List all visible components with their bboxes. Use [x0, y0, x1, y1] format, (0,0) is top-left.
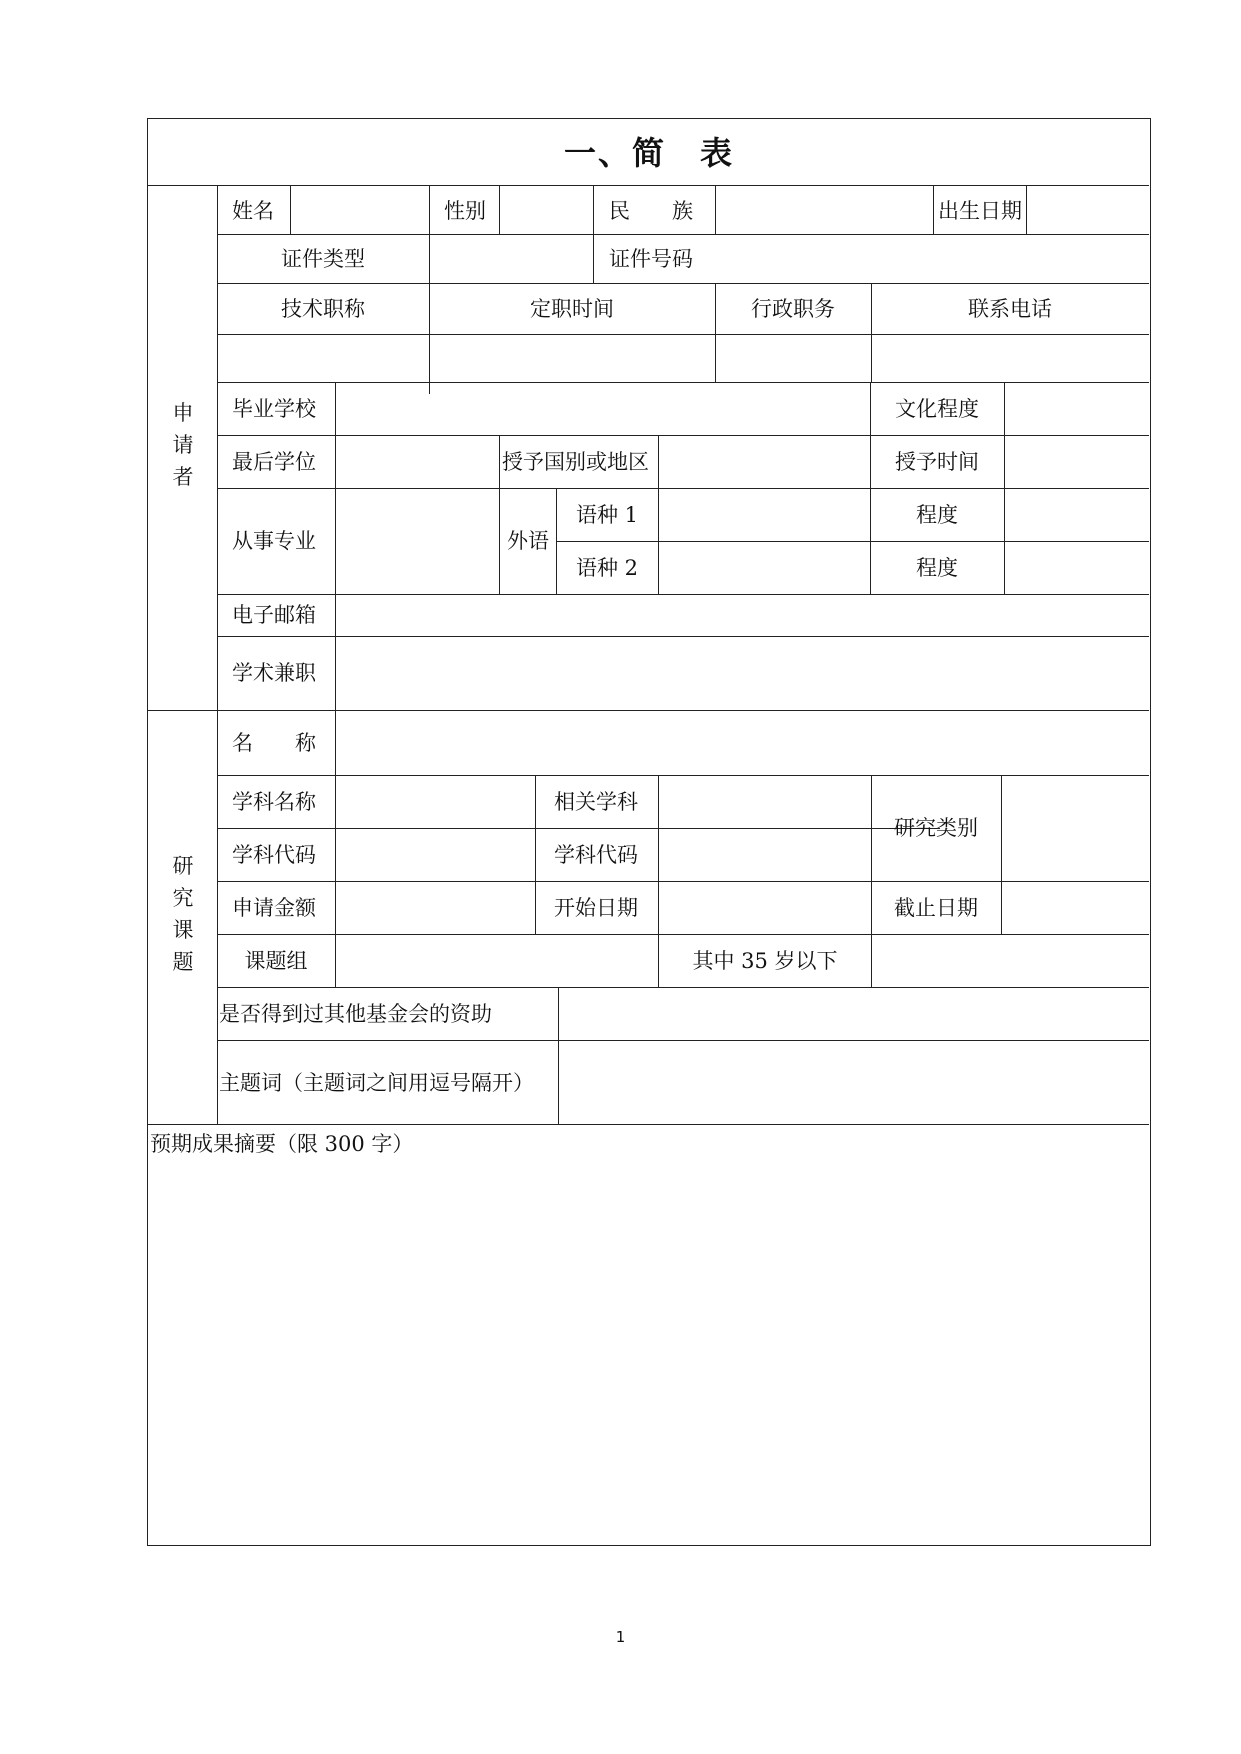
label-title-date: 定职时间	[530, 297, 614, 321]
label-id-number: 证件号码	[609, 247, 693, 271]
label-name: 姓名	[232, 199, 274, 223]
page-title: 一、简 表	[563, 134, 735, 172]
col-divider	[558, 987, 559, 1124]
row-divider	[217, 828, 940, 829]
label-id-type: 证件类型	[281, 247, 365, 271]
row-divider	[148, 1124, 1149, 1125]
col-divider	[658, 775, 659, 987]
row-divider	[217, 334, 1149, 335]
row-divider	[217, 636, 1149, 637]
row-divider	[217, 1040, 1149, 1041]
label-level-1: 程度	[916, 503, 958, 527]
row-divider	[148, 185, 1149, 186]
label-school: 毕业学校	[232, 397, 316, 421]
label-keywords: 主题词（主题词之间用逗号隔开）	[219, 1071, 534, 1095]
label-end-date: 截止日期	[894, 896, 978, 920]
label-language-2: 语种 2	[575, 556, 639, 580]
row-divider	[217, 934, 1149, 935]
col-divider	[870, 382, 871, 594]
row-divider	[217, 435, 1149, 436]
row-divider	[556, 541, 1149, 542]
label-birth-date: 出生日期	[938, 199, 1022, 223]
col-divider	[499, 185, 500, 234]
col-divider	[1026, 185, 1027, 234]
application-form-table	[147, 118, 1151, 1546]
label-group: 课题组	[244, 949, 308, 973]
col-divider	[217, 185, 218, 1124]
col-divider	[593, 185, 594, 283]
col-divider	[1004, 382, 1005, 594]
label-degree-country: 授予国别或地区	[502, 450, 649, 474]
col-divider	[1001, 775, 1002, 934]
label-foreign-language: 外语	[507, 529, 549, 553]
col-divider	[871, 775, 872, 987]
label-email: 电子邮箱	[232, 603, 316, 627]
label-project-name: 名 称	[232, 731, 316, 755]
label-level-2: 程度	[916, 556, 958, 580]
label-tech-title: 技术职称	[281, 297, 365, 321]
row-divider	[217, 987, 1149, 988]
row-divider	[217, 234, 1149, 235]
row-divider	[217, 881, 1149, 882]
col-divider	[429, 185, 430, 394]
col-divider	[933, 185, 934, 234]
label-phone: 联系电话	[968, 297, 1052, 321]
label-start-date: 开始日期	[554, 896, 638, 920]
col-divider	[335, 382, 336, 710]
row-divider	[217, 488, 1149, 489]
label-academic-post: 学术兼职	[232, 661, 316, 685]
label-gender: 性别	[444, 199, 486, 223]
row-divider	[148, 710, 1149, 711]
label-subject-code: 学科代码	[232, 843, 316, 867]
label-last-degree: 最后学位	[232, 450, 316, 474]
row-divider	[217, 594, 1149, 595]
label-other-funding: 是否得到过其他基金会的资助	[219, 1002, 492, 1026]
col-divider	[335, 710, 336, 987]
section-label-applicant: 申请者	[172, 401, 194, 489]
col-divider	[499, 435, 500, 594]
label-under-35: 其中 35 岁以下	[692, 949, 838, 973]
label-research-type: 研究类别	[894, 816, 978, 840]
label-ethnicity: 民 族	[609, 199, 693, 223]
label-related-subject: 相关学科	[554, 790, 638, 814]
label-amount: 申请金额	[232, 896, 316, 920]
col-divider	[658, 435, 659, 594]
col-divider	[715, 185, 716, 234]
col-divider	[535, 775, 536, 934]
col-divider	[871, 283, 872, 382]
page-number: 1	[615, 1628, 626, 1646]
label-summary: 预期成果摘要（限 300 字）	[150, 1132, 414, 1156]
label-language-1: 语种 1	[575, 503, 639, 527]
row-divider	[217, 775, 1149, 776]
label-subject-name: 学科名称	[232, 790, 316, 814]
label-admin-post: 行政职务	[751, 297, 835, 321]
col-divider	[290, 185, 291, 234]
row-divider	[217, 382, 1149, 383]
section-label-project: 研究课题	[172, 854, 194, 974]
col-divider	[556, 488, 557, 594]
label-related-code: 学科代码	[554, 843, 638, 867]
label-degree-date: 授予时间	[895, 450, 979, 474]
label-major: 从事专业	[232, 529, 316, 553]
label-education: 文化程度	[895, 397, 979, 421]
col-divider	[715, 283, 716, 382]
row-divider	[217, 283, 1149, 284]
